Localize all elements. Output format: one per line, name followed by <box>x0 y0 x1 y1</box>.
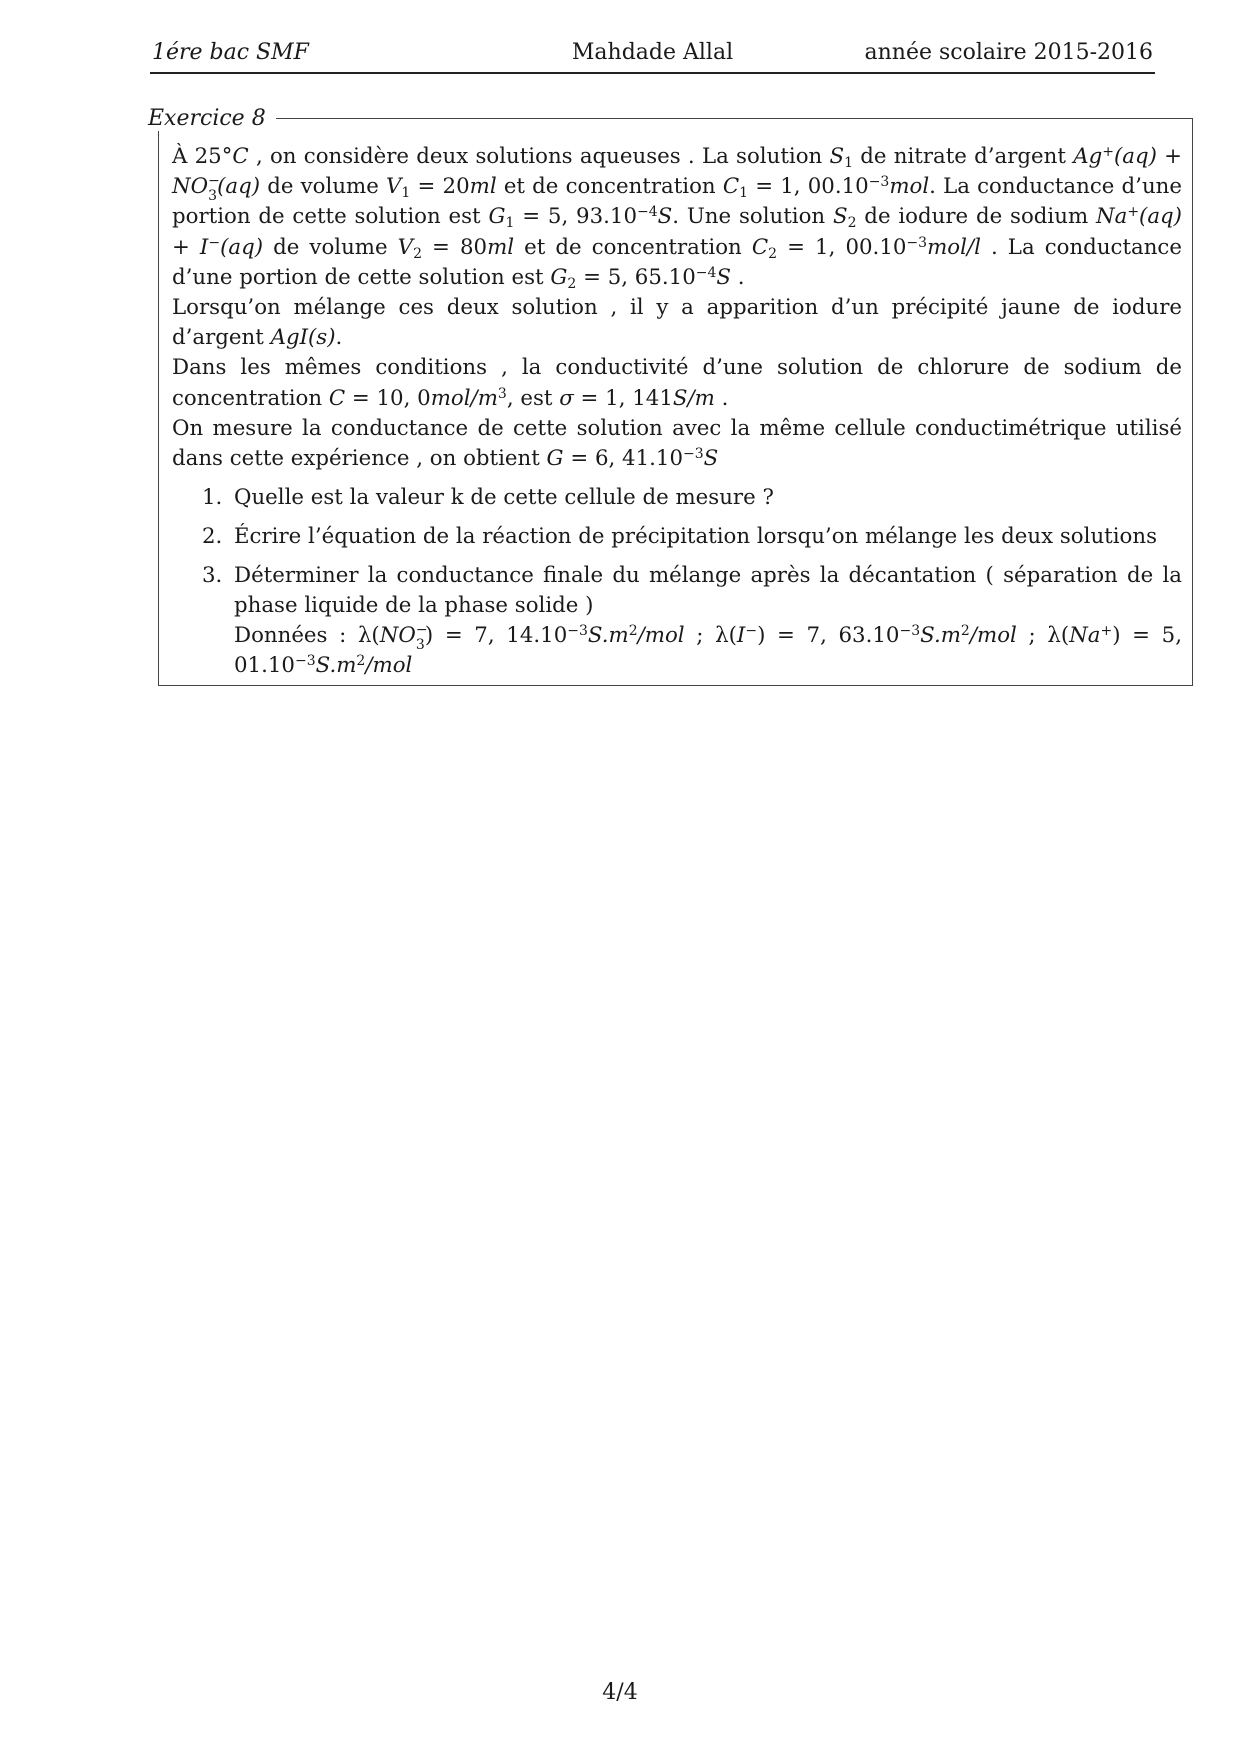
question-list <box>172 483 1182 681</box>
question-item: 1. Quelle est la valeur k de cette cellule de mesure ? <box>202 485 774 511</box>
header-class: 1ére bac SMF <box>152 40 309 65</box>
exercise-content <box>172 142 1182 690</box>
conductivity-paragraph: Dans les mêmes conditions , la conductivité d’une solution de chlorure de sodium de concentration C = 10, $0mol/m^3$, est σ = 1, 141S/m . <box>172 355 1182 411</box>
question-item: 2. Écrire l’équation de la réaction de précipitation lorsqu’on mélange les deux solutions <box>202 524 1157 550</box>
header-school-year: année scolaire 2015-2016 <box>864 40 1153 65</box>
precipitate-paragraph: Lorsqu’on mélange ces deux solution , il y a apparition d’un précipité jaune de iodure d’argent AgI(s). <box>172 295 1182 351</box>
data-line: Données : λ(NO− 3 ) = 7, $14.10^{-3}S.m^2$/mol ; λ(I−) = 7, $63.10^{-3}S.m^2$/mol ; λ(Na+) = 5, $01.10^{-3}S.m^2$/mol <box>234 622 1182 679</box>
page-header <box>150 40 1155 74</box>
page-number: 4/4 <box>602 1680 638 1705</box>
header-author: Mahdade Allal <box>571 40 734 65</box>
measurement-paragraph: On mesure la conductance de cette solution avec la même cellule conductimétrique utilisé dans cette expérience , on obtient G = 6, $41.10^{-3}S$ <box>172 415 1182 472</box>
exercise-title: Exercice 8 <box>148 106 276 131</box>
question-item: 3. Déterminer la conductance finale du mélange après la décantation ( séparation de la phase liquide de la phase solide ) Données : λ(NO− 3 ) = 7, $14.10^{-3}S.m^2$/mol ; λ(I−) = 7, $63.10^{-3}S.m^2$/mol ; λ(Na+) = 5, $01.10^{-3}S.m^2$/mol <box>202 562 1182 679</box>
intro-paragraph: À 25°C , on considère deux solutions aqueuses . La solution $S_1$ de nitrate d’argent Ag+(aq) + NO− 3 (aq) de volume $V_1 = 20ml$ et de concentration $C_1 = 1$, $00.10^{-3}mol$. La conductance d’une portion de cette solution est $G_1 = 5$, $93.10^{-4}S$. Une solution $S_2$ de iodure de sodium Na+(aq) + I−(aq) de volume $V_2 = 80ml$ et de concentration $C_2 = 1$, $00.10^{-3}mol/l$ . La conductance d’une portion de cette solution est $G_2 = 5$, $65.10^{-4}S$ . <box>172 144 1183 292</box>
